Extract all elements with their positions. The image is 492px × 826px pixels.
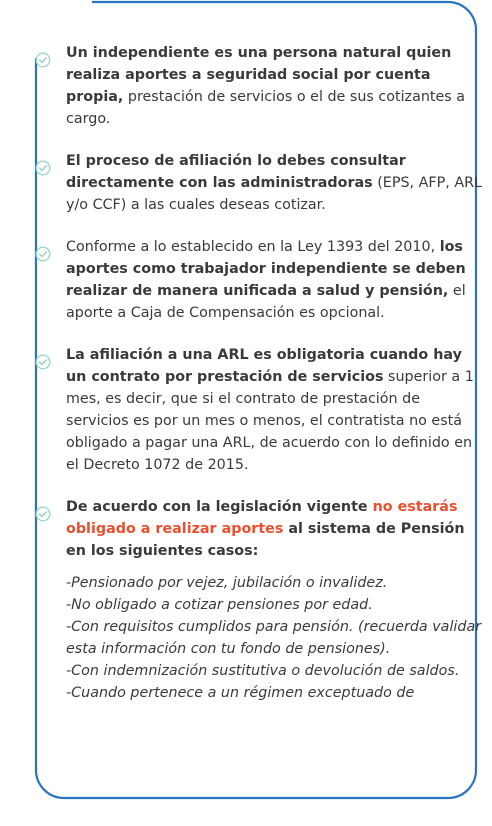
- item-bold-text: La afiliación a una ARL es obligatoria cuando hay un contrato por prestación de servicios: [66, 347, 462, 385]
- check-circle-icon: [35, 506, 51, 522]
- item-bold-text: De acuerdo con la legislación vigente: [66, 499, 373, 515]
- list-item: -Pensionado por vejez, jubilación o invalidez.: [66, 575, 388, 591]
- item-text: (EPS, AFP, ARL y/o CCF) a las cuales deseas cotizar.: [66, 175, 483, 213]
- check-circle-icon: [35, 52, 51, 68]
- info-content: [66, 42, 486, 724]
- info-item-ley-1393: [66, 236, 486, 324]
- item-text: superior a 1 mes, es decir, que si el contrato de prestación de servicios es por un mes o menos, el contratista no está obligado a pagar una ARL, de acuerdo con lo definido en el Decreto 1072 de 2015.: [66, 369, 474, 473]
- list-item: -No obligado a cotizar pensiones por edad.: [66, 597, 373, 613]
- item-bold-text: Un independiente es una persona natural quien realiza aportes a seguridad social por cuenta propia,: [66, 45, 452, 105]
- item-bold-text: al sistema de Pensión en los siguientes casos:: [66, 521, 465, 559]
- info-item-arl: [66, 344, 486, 476]
- info-item-independiente: [66, 42, 486, 130]
- info-item-afiliacion: [66, 150, 486, 216]
- list-item: -Con requisitos cumplidos para pensión. (recuerda validar esta información con tu fondo de pensiones).: [66, 619, 482, 657]
- highlight-text: no estarás obligado a realizar aportes: [66, 499, 458, 537]
- item-pre-text: Conforme a lo establecido en la Ley 1393 del 2010,: [66, 239, 440, 255]
- item-bold-text: El proceso de afiliación lo debes consultar directamente con las administradoras: [66, 153, 406, 191]
- list-item: -Cuando pertenece a un régimen exceptuado de: [66, 685, 415, 701]
- check-circle-icon: [35, 246, 51, 262]
- item-text: prestación de servicios o el de sus cotizantes a cargo.: [66, 89, 466, 127]
- item-bold-text: los aportes como trabajador independiente se deben realizar de manera unificada a salud y pensión,: [66, 239, 466, 299]
- item-text: el aporte a Caja de Compensación es opcional.: [66, 283, 466, 321]
- check-circle-icon: [35, 160, 51, 176]
- info-item-pension: [66, 496, 486, 704]
- exception-cases-list: [66, 572, 486, 704]
- check-circle-icon: [35, 354, 51, 370]
- list-item: -Con indemnización sustitutiva o devolución de saldos.: [66, 663, 460, 679]
